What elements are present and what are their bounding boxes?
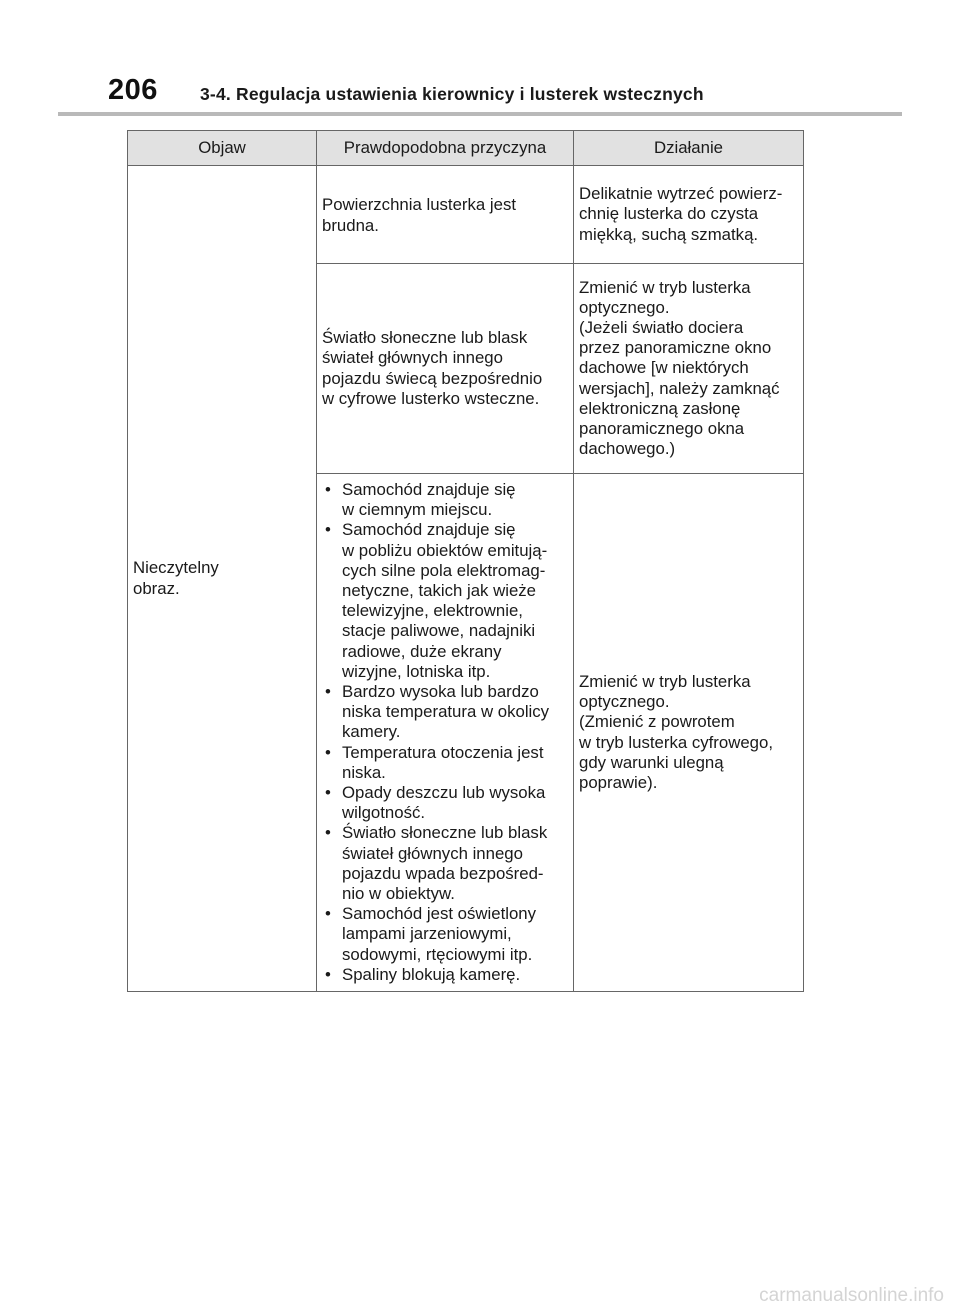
bullet-line: Spaliny blokują kamerę. <box>342 964 521 984</box>
bullet-line: pojazdu wpada bezpośred- <box>342 863 544 883</box>
bullet-line: nio w obiektyw. <box>342 884 455 904</box>
bullet-line: lampami jarzeniowymi, <box>342 924 512 944</box>
bullet-glyph: • <box>325 823 331 843</box>
bullet-line: świateł głównych innego <box>342 843 523 863</box>
bullet-line: telewizyjne, elektrownie, <box>342 601 523 621</box>
bullet-line: wilgotność. <box>342 803 426 823</box>
watermark: carmanualsonline.info <box>759 1285 944 1306</box>
bullet-line: Samochód jest oświetlony <box>342 904 537 924</box>
table-row <box>128 166 804 264</box>
bullet-line: sodowymi, rtęciowymi itp. <box>342 944 533 964</box>
action-line: chnię lusterka do czysta <box>579 204 759 224</box>
bullet-glyph: • <box>325 742 331 762</box>
bullet-line: radiowe, duże ekrany <box>342 641 502 661</box>
bullet-glyph: • <box>325 904 331 924</box>
action-line: Zmienić w tryb lusterka <box>579 671 751 691</box>
action-line: gdy warunki ulegną <box>579 752 724 772</box>
action-line: poprawie). <box>579 772 658 792</box>
bullet-glyph: • <box>325 783 331 803</box>
page-number: 206 <box>108 74 158 106</box>
symptom-line: Nieczytelny <box>133 558 219 578</box>
action-line: dachowego.) <box>579 439 676 459</box>
header-rule <box>58 112 902 116</box>
cause-line: pojazdu świecą bezpośrednio <box>322 368 543 388</box>
list-item <box>322 965 569 985</box>
action-line: optycznego. <box>579 297 670 317</box>
action-line: przez panoramiczne okno <box>579 338 772 358</box>
list-item <box>322 904 569 965</box>
bullet-line: Samochód znajduje się <box>342 520 516 540</box>
bullet-line: Światło słoneczne lub blask <box>342 823 548 843</box>
symptom-line: obraz. <box>133 578 180 598</box>
bullet-line: wizyjne, lotniska itp. <box>342 661 491 681</box>
action-line: miękką, suchą szmatką. <box>579 224 759 244</box>
action-line: optycznego. <box>579 692 670 712</box>
column-header-symptom: Objaw <box>128 131 317 166</box>
table-header-row <box>128 131 804 166</box>
action-line: elektroniczną zasłonę <box>579 398 741 418</box>
bullet-line: Temperatura otoczenia jest <box>342 742 544 762</box>
cause-cell <box>317 264 574 474</box>
column-header-cause: Prawdopodobna przyczyna <box>317 131 574 166</box>
action-cell <box>574 166 804 264</box>
action-line: Zmienić w tryb lusterka <box>579 277 751 297</box>
bullet-line: w ciemnym miejscu. <box>342 500 493 520</box>
bullet-line: netyczne, takich jak wieże <box>342 581 537 601</box>
cause-line: Światło słoneczne lub blask <box>322 328 528 348</box>
bullet-line: w pobliżu obiektów emitują- <box>342 540 548 560</box>
action-cell <box>574 264 804 474</box>
list-item <box>322 520 569 682</box>
action-line: Delikatnie wytrzeć powierz- <box>579 184 783 204</box>
bullet-line: Samochód znajduje się <box>342 480 516 499</box>
section-title: 3-4. Regulacja ustawienia kierownicy i lusterek wstecznych <box>200 84 704 104</box>
bullet-glyph: • <box>325 480 331 499</box>
bullet-line: kamery. <box>342 722 401 742</box>
cause-line: brudna. <box>322 215 379 235</box>
cause-bullet-list <box>322 480 569 985</box>
cause-cell <box>317 474 574 992</box>
list-item <box>322 480 569 520</box>
list-item <box>322 682 569 743</box>
cause-line: w cyfrowe lusterko wsteczne. <box>322 388 540 408</box>
bullet-line: Opady deszczu lub wysoka <box>342 783 546 803</box>
action-line: (Jeżeli światło dociera <box>579 317 744 337</box>
symptom-cell <box>128 166 317 992</box>
list-item <box>322 823 569 904</box>
page-header <box>0 0 960 116</box>
list-item <box>322 783 569 823</box>
action-line: w tryb lusterka cyfrowego, <box>579 732 773 752</box>
bullet-line: niska temperatura w okolicy <box>342 702 550 722</box>
bullet-line: niska. <box>342 762 386 782</box>
list-item <box>322 743 569 783</box>
bullet-line: stacje paliwowe, nadajniki <box>342 621 536 641</box>
cause-line: Powierzchnia lusterka jest <box>322 195 517 215</box>
action-line: dachowe [w niektórych <box>579 358 749 378</box>
troubleshooting-table <box>127 130 804 992</box>
bullet-line: cych silne pola elektromag- <box>342 560 546 580</box>
cause-cell <box>317 166 574 264</box>
action-line: panoramicznego okna <box>579 419 745 438</box>
bullet-glyph: • <box>325 682 331 702</box>
column-header-action: Działanie <box>574 131 804 166</box>
action-line: wersjach], należy zamknąć <box>579 378 780 398</box>
bullet-glyph: • <box>325 520 331 540</box>
cause-line: świateł głównych innego <box>322 348 503 368</box>
bullet-line: Bardzo wysoka lub bardzo <box>342 682 539 702</box>
action-line: (Zmienić z powrotem <box>579 712 735 732</box>
action-cell <box>574 474 804 992</box>
bullet-glyph: • <box>325 964 331 984</box>
